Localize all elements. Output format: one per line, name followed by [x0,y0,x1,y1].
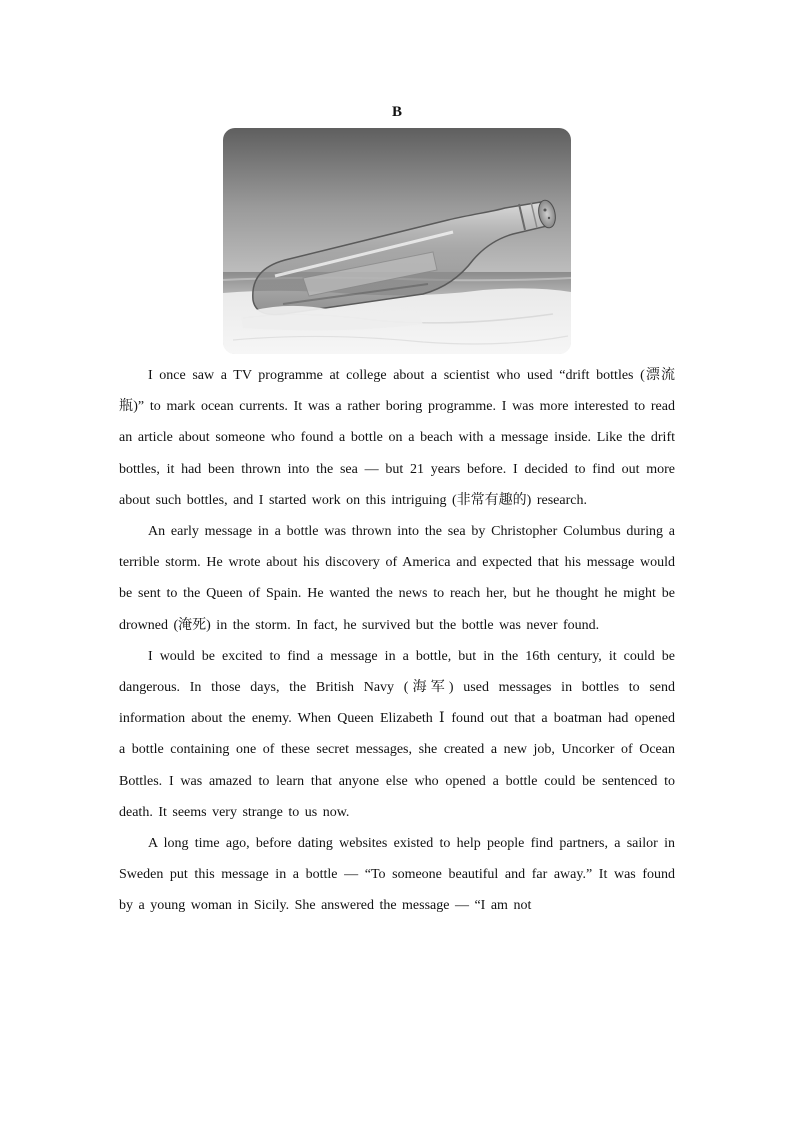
section-label: B [391,104,402,120]
bottle-photo [223,128,571,354]
paragraph-3: I would be excited to find a message in a bottle, but in the 16th century, it could be dangerous. In those days, the British Navy (海军) used messages in bottles to send information about the enemy. When Queen Elizabeth Ⅰ found out that a boatman had opened a bottle containing one of these secret messages, she created a new job, Uncorker of Ocean Bottles. I was amazed to learn that anyone else who opened a bottle could be sentenced to death. It seems very strange to us now. [119,648,675,820]
bottle-illustration [223,128,571,354]
paragraph-4: A long time ago, before dating websites existed to help people find partners, a sailor in Sweden put this message in a bottle — “To someone beautiful and far away.” It was found by a young woman in Sicily. She answered the message — “I am not [119,836,675,914]
paragraph-2: An early message in a bottle was thrown into the sea by Christopher Columbus during a terrible storm. He wrote about his discovery of America and expected that his message would be sent to the Queen of Spain. He wanted the news to reach her, but he thought he might be drowned (淹死) in the storm. In fact, he survived but the bottle was never found. [119,524,675,633]
paragraph-1: I once saw a TV programme at college about a scientist who used “drift bottles (漂流瓶)” to mark ocean currents. It was a rather boring programme. I was more interested to read an article about someone who found a bottle on a beach with a message inside. Like the drift bottles, it had been thrown into the sea — but 21 years before. I decided to find out more about such bottles, and I started work on this intriguing (非常有趣的) research. [119,368,675,508]
article-body [119,360,675,922]
